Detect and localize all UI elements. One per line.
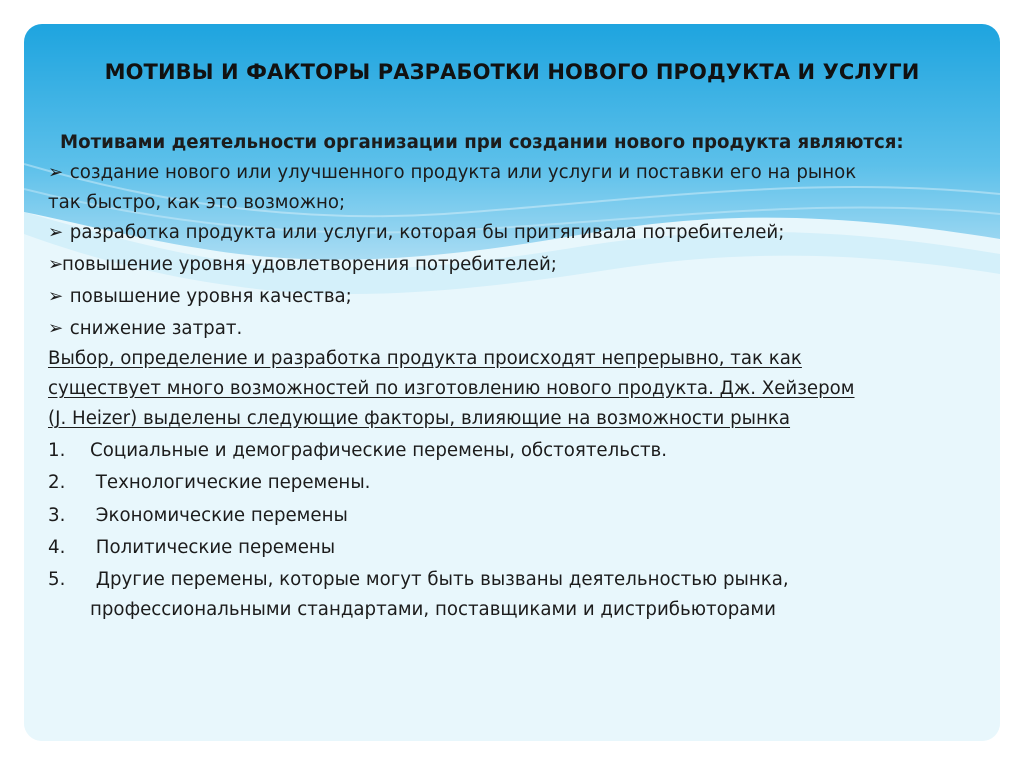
motive-item-4 [48, 282, 352, 312]
heizer-paragraph-line-2: существует много возможностей по изготовлению нового продукта. Дж. Хейзером [48, 378, 855, 399]
arrow-bullet-icon: ➢ [48, 162, 64, 183]
motive-item-1-cont: так быстро, как это возможно; [48, 192, 346, 213]
motive-text: снижение затрат. [64, 318, 243, 339]
factor-item-1 [48, 436, 667, 466]
factor-text: Технологические перемены. [90, 472, 371, 493]
factor-item-4 [48, 533, 335, 563]
motive-item-5 [48, 314, 242, 344]
factor-text: Политические перемены [90, 537, 336, 558]
factor-text: Другие перемены, которые могут быть вызваны деятельностью рынка, [90, 569, 789, 590]
factor-text: Социальные и демографические перемены, обстоятельств. [90, 440, 668, 461]
motive-text: повышение уровня качества; [64, 286, 352, 307]
arrow-bullet-icon: ➢ [48, 254, 64, 275]
heizer-paragraph-line-1: Выбор, определение и разработка продукта происходят непрерывно, так как [48, 348, 802, 369]
motive-item-3 [48, 250, 557, 280]
motive-text: разработка продукта или услуги, которая бы притягивала потребителей; [64, 222, 785, 243]
factor-text: Экономические перемены [90, 505, 348, 526]
motive-text: создание нового или улучшенного продукта или услуги и поставки его на рынок [64, 162, 857, 183]
factor-number: 2. [48, 472, 66, 493]
motives-lead: Мотивами деятельности организации при создании нового продукта являются: [60, 132, 904, 153]
motive-item-1 [48, 158, 856, 188]
arrow-bullet-icon: ➢ [48, 222, 64, 243]
factor-number: 3. [48, 505, 66, 526]
factor-number: 4. [48, 537, 66, 558]
factor-item-5 [48, 565, 789, 595]
slide-title: МОТИВЫ И ФАКТОРЫ РАЗРАБОТКИ НОВОГО ПРОДУКТА И УСЛУГИ [104, 60, 920, 84]
factor-item-5-cont: профессиональными стандартами, поставщиками и дистрибьюторами [90, 599, 776, 620]
arrow-bullet-icon: ➢ [48, 286, 64, 307]
factor-item-2 [48, 468, 370, 498]
slide [24, 24, 1000, 741]
arrow-bullet-icon: ➢ [48, 318, 64, 339]
motive-text: повышение уровня удовлетворения потребителей; [62, 254, 557, 275]
factor-number: 1. [48, 440, 66, 461]
motive-item-2 [48, 218, 784, 248]
factor-number: 5. [48, 569, 66, 590]
factor-item-3 [48, 501, 348, 531]
heizer-paragraph-line-3: (J. Heizer) выделены следующие факторы, влияющие на возможности рынка [48, 408, 791, 429]
